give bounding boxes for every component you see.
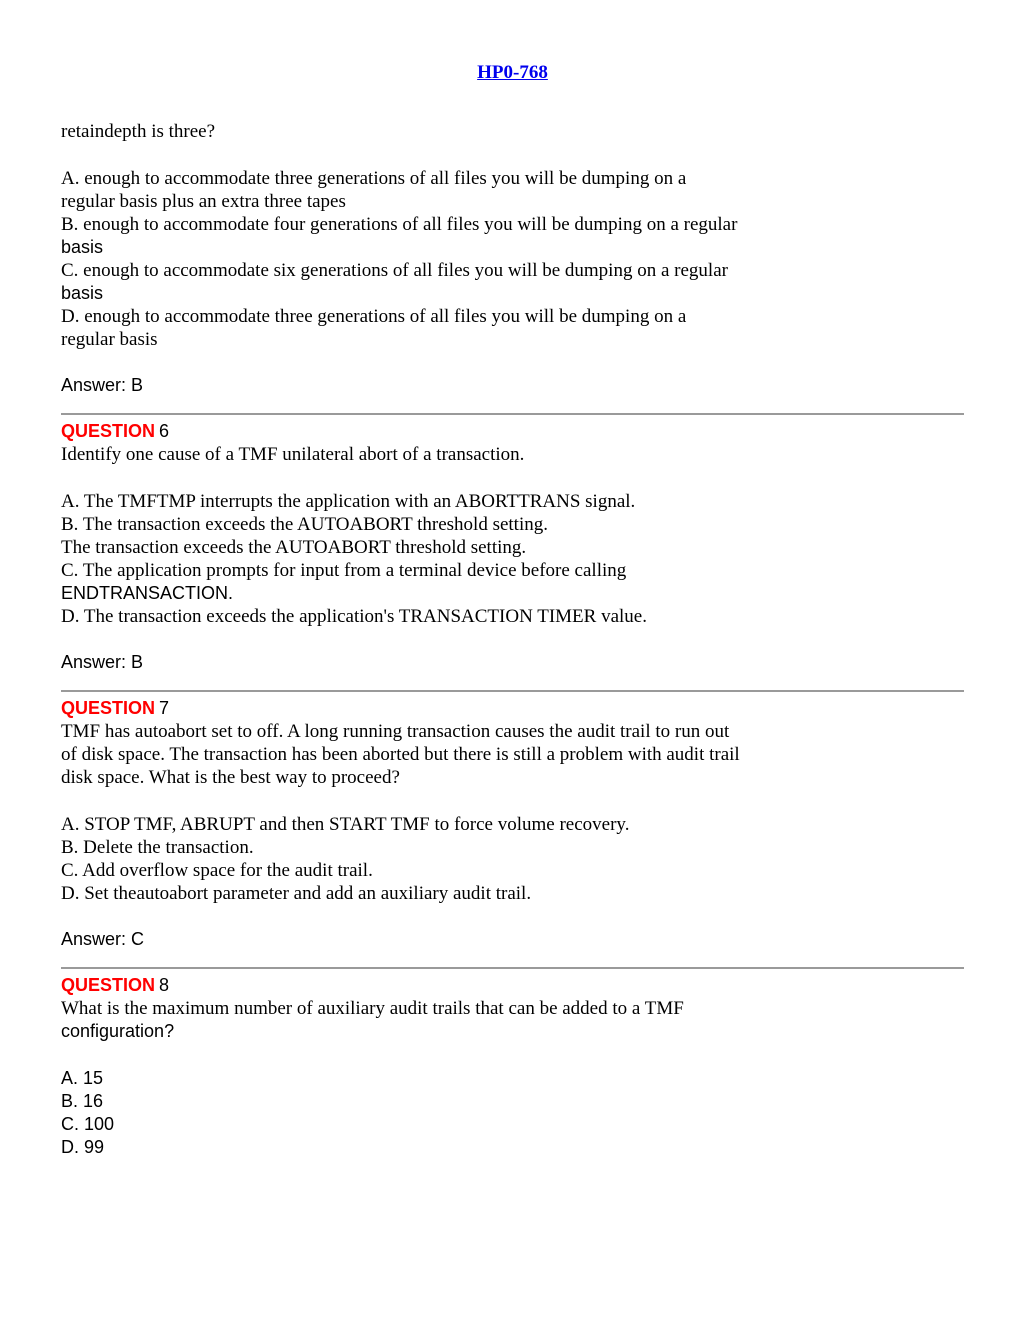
answer-text: Answer: B xyxy=(61,375,144,395)
option-b: B. enough to accommodate four generations of all files you will be dumping on a regular xyxy=(61,214,738,235)
question-label: QUESTION xyxy=(61,421,156,441)
question-number: 6 xyxy=(159,421,170,441)
option-a: A. 15 xyxy=(61,1068,104,1088)
divider xyxy=(61,690,964,692)
divider xyxy=(61,413,964,415)
question-heading xyxy=(61,974,964,997)
question-8 xyxy=(61,974,964,1043)
option-d: D. 99 xyxy=(61,1137,105,1157)
question-7 xyxy=(61,697,964,789)
option-c: C. The application prompts for input from a terminal device before calling xyxy=(61,560,627,581)
question-5-continuation xyxy=(61,120,964,143)
option-b: B. 16 xyxy=(61,1091,104,1111)
exam-code-link[interactable]: HP0-768 xyxy=(477,62,548,83)
option-c: C. 100 xyxy=(61,1114,115,1134)
option-b-repeat: The transaction exceeds the AUTOABORT threshold setting. xyxy=(61,537,527,558)
question-6-options xyxy=(61,490,964,628)
question-heading xyxy=(61,697,964,720)
question-stem: retaindepth is three? xyxy=(61,121,216,142)
question-stem-cont: of disk space. The transaction has been aborted but there is still a problem with audit trail xyxy=(61,744,740,765)
question-stem-cont: configuration? xyxy=(61,1021,175,1041)
option-b: B. The transaction exceeds the AUTOABORT threshold setting. xyxy=(61,514,548,535)
option-a: A. enough to accommodate three generations of all files you will be dumping on a xyxy=(61,168,687,189)
question-label: QUESTION xyxy=(61,698,156,718)
question-number: 7 xyxy=(159,698,170,718)
question-heading xyxy=(61,420,964,443)
option-d: D. The transaction exceeds the application's TRANSACTION TIMER value. xyxy=(61,606,647,627)
question-6-answer xyxy=(61,651,964,674)
answer-text: Answer: B xyxy=(61,652,144,672)
question-stem: What is the maximum number of auxiliary audit trails that can be added to a TMF xyxy=(61,998,684,1019)
divider xyxy=(61,967,964,969)
question-stem: Identify one cause of a TMF unilateral abort of a transaction. xyxy=(61,444,525,465)
option-b: B. Delete the transaction. xyxy=(61,837,254,858)
question-stem: TMF has autoabort set to off. A long running transaction causes the audit trail to run out xyxy=(61,721,730,742)
question-number: 8 xyxy=(159,975,170,995)
option-a: A. STOP TMF, ABRUPT and then START TMF to force volume recovery. xyxy=(61,814,630,835)
option-c-cont: basis xyxy=(61,283,104,303)
option-a-cont: regular basis plus an extra three tapes xyxy=(61,191,346,212)
option-c-cont: ENDTRANSACTION. xyxy=(61,583,234,603)
option-d-cont: regular basis xyxy=(61,329,158,350)
question-stem-cont: disk space. What is the best way to proceed? xyxy=(61,767,400,788)
option-c: C. enough to accommodate six generations of all files you will be dumping on a regular xyxy=(61,260,728,281)
question-7-options xyxy=(61,813,964,905)
question-5-answer xyxy=(61,374,964,397)
answer-text: Answer: C xyxy=(61,929,145,949)
question-label: QUESTION xyxy=(61,975,156,995)
question-5-options xyxy=(61,167,964,351)
page-header xyxy=(61,61,964,84)
option-b-cont: basis xyxy=(61,237,104,257)
option-d: D. Set theautoabort parameter and add an auxiliary audit trail. xyxy=(61,883,532,904)
question-8-options xyxy=(61,1067,964,1159)
option-c: C. Add overflow space for the audit trail. xyxy=(61,860,373,881)
question-7-answer xyxy=(61,928,964,951)
option-a: A. The TMFTMP interrupts the application with an ABORTTRANS signal. xyxy=(61,491,636,512)
option-d: D. enough to accommodate three generations of all files you will be dumping on a xyxy=(61,306,687,327)
question-6 xyxy=(61,420,964,466)
